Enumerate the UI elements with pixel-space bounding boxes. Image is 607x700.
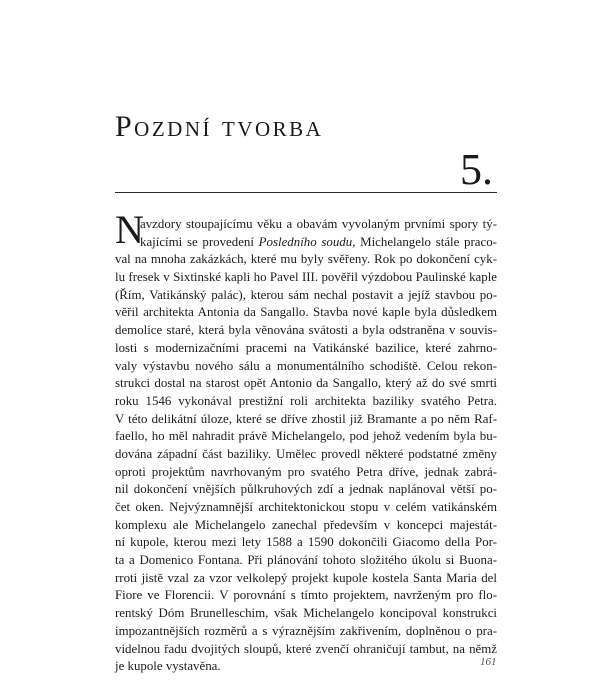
work-title: Posledního soudu [258, 234, 353, 249]
text-line: (Řím, Vatikánský palác), kterou sám nechal postavit a jejíž stavbou po- [115, 287, 497, 302]
text-line: V této delikátní úloze, které se dříve zhostil již Bramante a po něm Raf- [115, 411, 497, 426]
text-line: val na mnoha zakázkách, které mu byly svěřeny. Rok po dokončení cyk- [115, 252, 497, 267]
text-line: avzdory stoupajícímu věku a obavám vyvolaným prvními spory tý- [140, 217, 497, 231]
body-paragraph [115, 216, 497, 676]
text-line: dována západní část baziliky. Umělec provedl některé podstatné změny [115, 446, 497, 461]
text-line: valy výstavbu nového sálu a monumentálního schodiště. Celou rekon- [115, 358, 497, 373]
chapter-title: Pozdní tvorba [115, 110, 324, 143]
text-line: oproti projektům navrhovaným pro svatého Petra dříve, jednak zabrá- [115, 464, 497, 479]
text-line: ní kupole, kterou mezi lety 1588 a 1590 dokončili Giacomo della Por- [115, 535, 497, 550]
text-line: roku 1546 vykonával prestižní roli architekta baziliky svatého Petra. [115, 393, 497, 408]
text-line: Fiore ve Florencii. V porovnání s tímto projektem, navrženým pro flo- [115, 588, 497, 603]
text-line: věřil architekta Antonia da Sangallo. Stavba nové kaple byla důsledkem [115, 305, 497, 320]
text-line: rentský Dóm Brunelleschim, však Michelangelo koncipoval konstrukci [115, 606, 497, 621]
chapter-number: 5. [460, 145, 493, 194]
text-line: videlnou řadu dvojitých sloupů, které zvenčí ohraničují tambut, na němž [115, 641, 497, 656]
text-line: komplexu ale Michelangelo zanechal především v koncepci majestát- [115, 517, 497, 532]
title-rule [115, 192, 497, 193]
page-number: 161 [480, 656, 497, 668]
text-line: ta a Domenico Fontana. Při plánování tohoto složitého úkolu si Buona- [115, 553, 497, 568]
text-line: nil dokončení vnějších půlkruhových zdí a jednak naplánoval větší po- [115, 482, 497, 497]
text-line: impozantnějších rozměrů a s výraznějším zakřivením, doplněnou o pra- [115, 623, 497, 638]
drop-cap: N [115, 207, 144, 252]
text-line: čet oken. Nejvýznamnější architektonickou stopu v celém vatikánském [115, 500, 497, 514]
text-line: kajícími se provedení Posledního soudu, Michelangelo stále praco- [140, 234, 497, 249]
text-line: lu fresek v Sixtinské kapli ho Pavel III. pověřil výzdobou Paulinské kaple [115, 270, 497, 285]
text-line: losti s modernizačními pracemi na Vatikánské bazilice, které zahrno- [115, 340, 497, 355]
text-line: je kupole vystavěna. [115, 659, 221, 674]
text-line: demolice staré, která byla věnována svátosti a byla odstraněna v souvis- [115, 323, 497, 338]
text-line: rroti jistě vzal za vzor velkolepý projekt kupole kostela Santa Maria del [115, 570, 497, 585]
text-line: strukci dostal na starost opět Antonio da Sangallo, který až do své smrti [115, 376, 497, 391]
text-line: faello, ho měl nahradit právě Michelangelo, pod jehož vedením byla bu- [115, 429, 497, 444]
